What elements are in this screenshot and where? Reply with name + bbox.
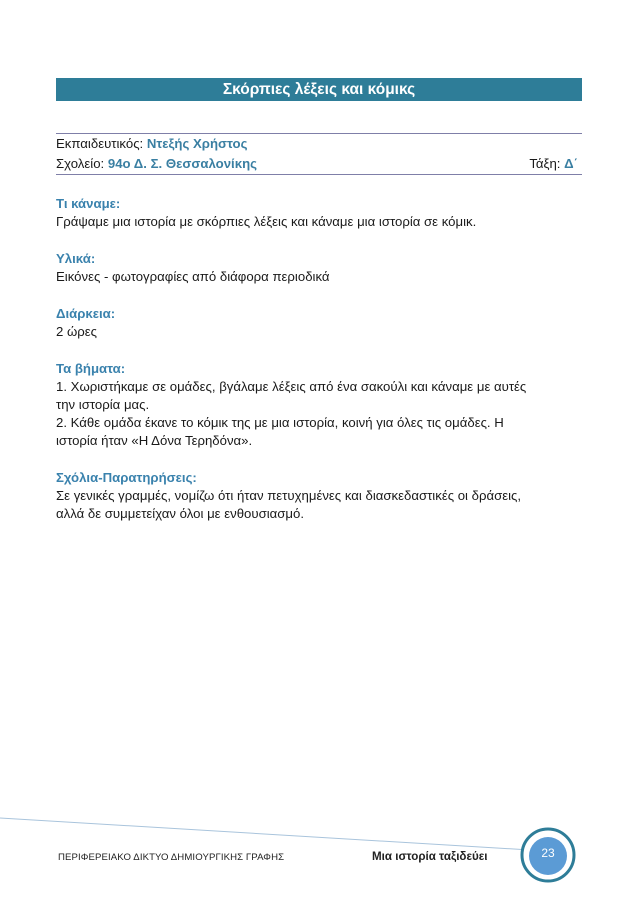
footer-book-title: Μια ιστορία ταξιδεύει xyxy=(372,850,488,863)
section-materials xyxy=(56,250,586,286)
section-text: 1. Χωριστήκαμε σε ομάδες, βγάλαμε λέξεις από ένα σακούλι και κάναμε με αυτές xyxy=(56,379,527,394)
school-label: Σχολείο: xyxy=(56,156,108,171)
section-heading: Τα βήματα: xyxy=(56,361,126,376)
divider-bottom xyxy=(56,174,582,175)
teacher-line xyxy=(56,135,247,153)
grade-line xyxy=(529,155,578,173)
footer-network-name: ΠΕΡΙΦΕΡΕΙΑΚΟ ΔΙΚΤΥΟ ΔΗΜΙΟΥΡΓΙΚΗΣ ΓΡΑΦΗΣ xyxy=(58,852,285,863)
section-heading: Σχόλια-Παρατηρήσεις: xyxy=(56,470,197,485)
section-text: 2 ώρες xyxy=(56,324,98,339)
section-text: αλλά δε συμμετείχαν όλοι με ενθουσιασμό. xyxy=(56,506,305,521)
page-number: 23 xyxy=(541,846,555,860)
teacher-name: Ντεξής Χρήστος xyxy=(146,136,248,151)
section-heading: Υλικά: xyxy=(56,251,96,266)
teacher-label: Εκπαιδευτικός: xyxy=(56,136,147,151)
section-what-we-did xyxy=(56,195,586,231)
section-text: Γράψαμε μια ιστορία με σκόρπιες λέξεις και κάναμε μια ιστορία σε κόμικ. xyxy=(56,214,477,229)
grade-value: Δ΄ xyxy=(564,156,578,171)
section-heading: Τι κάναμε: xyxy=(56,196,121,211)
grade-label: Τάξη: xyxy=(529,156,565,171)
section-steps xyxy=(56,360,586,450)
section-text: την ιστορία μας. xyxy=(56,397,150,412)
section-text: Σε γενικές γραμμές, νομίζω ότι ήταν πετυχημένες και διασκεδαστικές οι δράσεις, xyxy=(56,488,522,503)
section-text: 2. Κάθε ομάδα έκανε το κόμικ της με μια ιστορία, κοινή για όλες τις ομάδες. Η xyxy=(56,415,504,430)
section-text: Εικόνες - φωτογραφίες από διάφορα περιοδικά xyxy=(56,269,330,284)
section-text: ιστορία ήταν «Η Δόνα Τερηδόνα». xyxy=(56,433,253,448)
section-comments xyxy=(56,469,586,523)
document-title: Σκόρπιες λέξεις και κόμικς xyxy=(56,78,582,101)
school-name: 94ο Δ. Σ. Θεσσαλονίκης xyxy=(107,156,257,171)
section-heading: Διάρκεια: xyxy=(56,306,116,321)
section-duration xyxy=(56,305,586,341)
school-line xyxy=(56,155,257,173)
divider-top xyxy=(56,133,582,134)
